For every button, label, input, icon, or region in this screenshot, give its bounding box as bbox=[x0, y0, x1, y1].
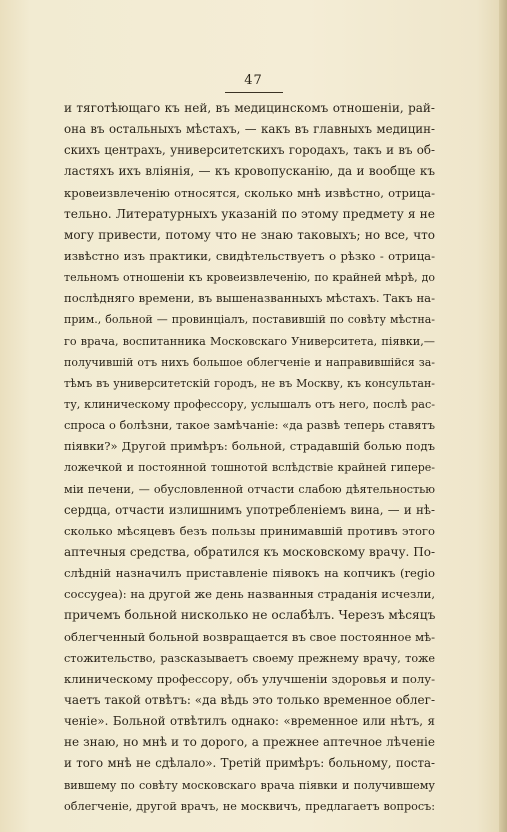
text-line: не знаю, но мнѣ и то дорого, а прежнее аптечное лѣченіе bbox=[64, 735, 435, 750]
text-line: причемъ больной нисколько не ослабѣлъ. Черезъ мѣсяцъ bbox=[64, 608, 435, 623]
text-line: стожительство, разсказываетъ своему прежнему врачу, тоже bbox=[64, 651, 435, 665]
text-line: она въ остальныхъ мѣстахъ, — какъ въ главныхъ медицин- bbox=[64, 122, 435, 137]
text-line: ложечкой и постоянной тошнотой вслѣдствіе крайней гипере- bbox=[64, 461, 435, 475]
text-line: извѣстно изъ практики, свидѣтельствуетъ о рѣзко - отрица- bbox=[64, 248, 435, 263]
text-line: сколько мѣсяцевъ безъ пользы принимавшій противъ этого bbox=[64, 523, 435, 538]
text-line: coccygea): на другой же день названныя страданія исчезли, bbox=[64, 587, 435, 602]
text-line: и того мнѣ не сдѣлало». Третій примѣръ: больному, поста- bbox=[64, 756, 435, 771]
text-line: вившему по совѣту московскаго врача піявки и получившему bbox=[64, 778, 435, 792]
text-line: міи печени, — обусловленной отчасти слабою дѣятельностью bbox=[64, 482, 435, 496]
text-line: облегченный больной возвращается въ свое постоянное мѣ- bbox=[64, 629, 435, 644]
text-line: тельно. Литературныхъ указаній по этому предмету я не bbox=[64, 206, 435, 221]
text-line: аптечныя средства, обратился къ московскому врачу. По- bbox=[64, 544, 435, 559]
text-line: го врача, воспитанника Московскаго Университета, піявки,— bbox=[64, 334, 435, 348]
page-edge-shadow bbox=[499, 0, 507, 832]
text-line: могу привести, потому что не знаю таковыхъ; но все, что bbox=[64, 227, 435, 242]
text-line: чаетъ такой отвѣтъ: «да вѣдь это только временное облег- bbox=[64, 692, 435, 707]
text-line: тельномъ отношеніи къ кровеизвлеченію, по крайней мѣрѣ, до bbox=[64, 271, 435, 285]
text-line: прим., больной — провинціалъ, поставившій по совѣту мѣстна- bbox=[64, 313, 435, 327]
text-line: ченіе». Больной отвѣтилъ однако: «временное или нѣтъ, я bbox=[64, 714, 435, 729]
text-line: слѣдній назначилъ приставленіе піявокъ на копчикъ (regio bbox=[64, 566, 435, 581]
text-line: облегченіе, другой врачъ, не москвичъ, предлагаетъ вопросъ: bbox=[64, 799, 435, 813]
page-number-rule bbox=[225, 92, 283, 93]
text-line: ластяхъ ихъ вліянія, — къ кровопусканію, да и вообще къ bbox=[64, 164, 435, 179]
text-line: кровеизвлеченію относятся, сколько мнѣ извѣстно, отрица- bbox=[64, 185, 435, 200]
text-line: ту, клиническому профессору, услышалъ отъ него, послѣ рас- bbox=[64, 397, 435, 411]
text-line: клиническому профессору, объ улучшеніи здоровья и полу- bbox=[64, 671, 435, 686]
text-line: и тяготѣющаго къ ней, въ медицинскомъ отношеніи, рай- bbox=[64, 101, 435, 115]
text-line: скихъ центрахъ, университетскихъ городахъ, такъ и въ об- bbox=[64, 143, 435, 158]
page-number: 47 bbox=[244, 73, 263, 88]
text-line: получившій отъ нихъ большое облегченіе и направившійся за- bbox=[64, 355, 435, 369]
body-text bbox=[64, 98, 435, 817]
text-line: піявки?» Другой примѣръ: больной, страдавшій болью подъ bbox=[64, 439, 435, 454]
text-line: послѣдняго времени, въ вышеназванныхъ мѣстахъ. Такъ на- bbox=[64, 291, 435, 306]
text-line: тѣмъ въ университетскій городъ, не въ Москву, къ консультан- bbox=[64, 376, 435, 390]
text-line: сердца, отчасти излишнимъ употребленіемъ вина, — и нѣ- bbox=[64, 502, 435, 517]
text-line: спроса о болѣзни, такое замѣчаніе: «да развѣ теперь ставятъ bbox=[64, 418, 435, 433]
